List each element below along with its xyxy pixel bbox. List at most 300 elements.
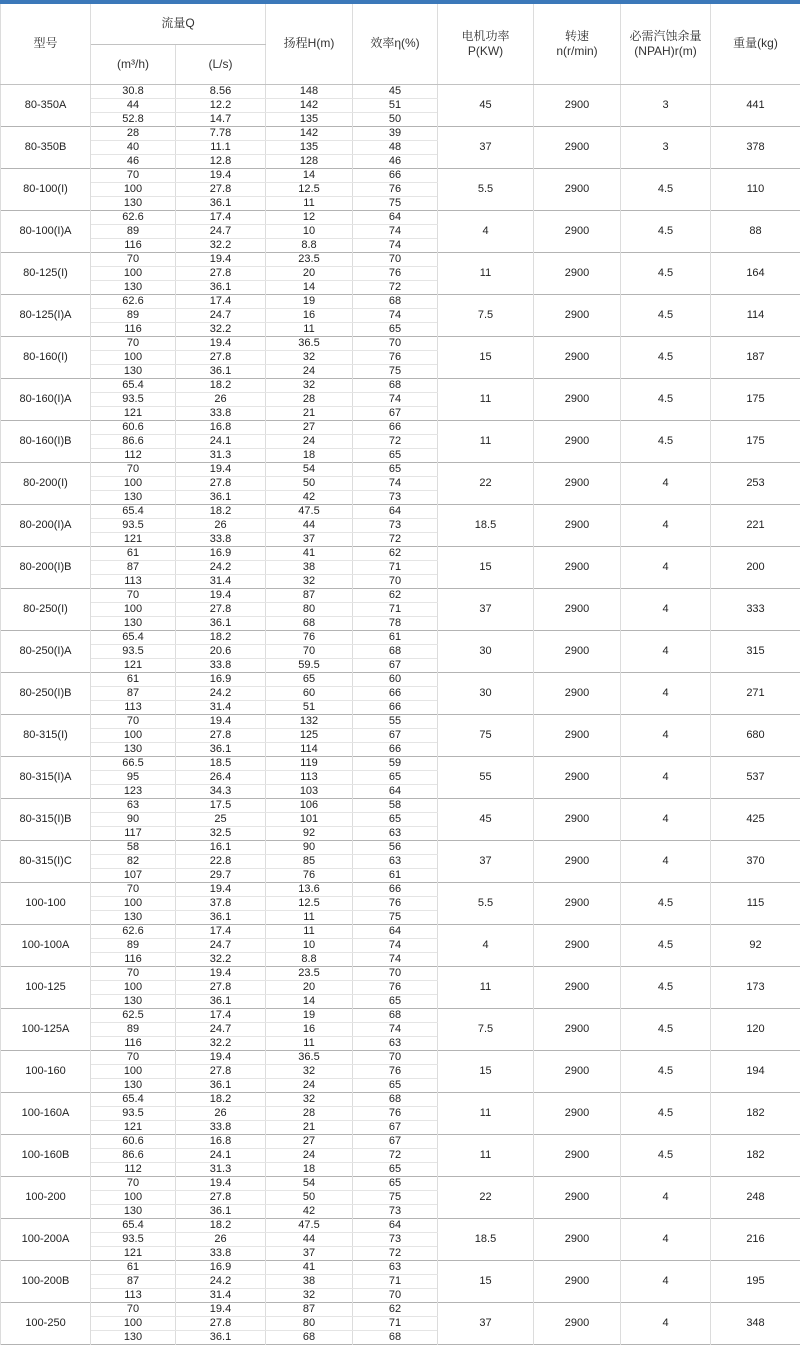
efficiency-cell: 67 (353, 406, 438, 420)
efficiency-cell: 74 (353, 392, 438, 406)
head-cell: 114 (266, 742, 353, 756)
head-cell: 21 (266, 1120, 353, 1134)
power-cell: 11 (438, 1092, 534, 1134)
flow-m3h-cell: 116 (91, 322, 176, 336)
head-cell: 65 (266, 672, 353, 686)
efficiency-cell: 76 (353, 1106, 438, 1120)
npsh-cell: 4 (621, 1176, 711, 1218)
power-cell: 55 (438, 756, 534, 798)
flow-m3h-cell: 60.6 (91, 420, 176, 434)
npsh-cell: 4.5 (621, 210, 711, 252)
table-row (1, 84, 800, 98)
head-cell: 36.5 (266, 1050, 353, 1064)
flow-m3h-cell: 70 (91, 714, 176, 728)
head-cell: 11 (266, 910, 353, 924)
flow-ls-cell: 19.4 (176, 1302, 266, 1316)
power-cell: 11 (438, 420, 534, 462)
power-cell: 22 (438, 462, 534, 504)
table-row (1, 924, 800, 938)
flow-ls-cell: 22.8 (176, 854, 266, 868)
flow-m3h-cell: 65.4 (91, 630, 176, 644)
flow-ls-cell: 27.8 (176, 980, 266, 994)
efficiency-cell: 75 (353, 196, 438, 210)
npsh-cell: 4.5 (621, 420, 711, 462)
flow-ls-cell: 31.3 (176, 1162, 266, 1176)
head-cell: 113 (266, 770, 353, 784)
flow-ls-cell: 16.9 (176, 546, 266, 560)
table-row (1, 504, 800, 518)
efficiency-cell: 70 (353, 966, 438, 980)
head-cell: 54 (266, 462, 353, 476)
power-cell: 15 (438, 1260, 534, 1302)
flow-ls-cell: 17.4 (176, 294, 266, 308)
flow-ls-cell: 11.1 (176, 140, 266, 154)
flow-ls-cell: 33.8 (176, 658, 266, 672)
model-cell: 80-160(I)A (1, 378, 91, 420)
head-cell: 44 (266, 518, 353, 532)
efficiency-cell: 67 (353, 658, 438, 672)
flow-m3h-cell: 87 (91, 686, 176, 700)
flow-m3h-cell: 86.6 (91, 434, 176, 448)
head-cell: 14 (266, 280, 353, 294)
efficiency-cell: 51 (353, 98, 438, 112)
flow-ls-cell: 33.8 (176, 532, 266, 546)
flow-ls-cell: 19.4 (176, 1050, 266, 1064)
model-cell: 80-250(I)A (1, 630, 91, 672)
table-row (1, 378, 800, 392)
efficiency-cell: 71 (353, 560, 438, 574)
head-cell: 135 (266, 140, 353, 154)
flow-m3h-cell: 62.6 (91, 294, 176, 308)
flow-ls-cell: 18.2 (176, 630, 266, 644)
flow-ls-cell: 24.2 (176, 1274, 266, 1288)
flow-m3h-cell: 70 (91, 882, 176, 896)
efficiency-cell: 59 (353, 756, 438, 770)
efficiency-cell: 72 (353, 1246, 438, 1260)
power-cell: 15 (438, 546, 534, 588)
flow-ls-cell: 18.2 (176, 1218, 266, 1232)
efficiency-cell: 71 (353, 1316, 438, 1330)
table-row (1, 126, 800, 140)
head-cell: 90 (266, 840, 353, 854)
efficiency-cell: 68 (353, 1330, 438, 1344)
efficiency-cell: 70 (353, 336, 438, 350)
speed-cell: 2900 (534, 504, 621, 546)
weight-cell: 200 (711, 546, 800, 588)
head-cell: 37 (266, 1246, 353, 1260)
weight-cell: 680 (711, 714, 800, 756)
flow-m3h-cell: 62.5 (91, 1008, 176, 1022)
flow-m3h-cell: 93.5 (91, 1106, 176, 1120)
flow-ls-cell: 27.8 (176, 1064, 266, 1078)
flow-m3h-cell: 82 (91, 854, 176, 868)
efficiency-cell: 55 (353, 714, 438, 728)
efficiency-cell: 68 (353, 294, 438, 308)
npsh-cell: 4 (621, 1218, 711, 1260)
power-cell: 18.5 (438, 504, 534, 546)
flow-ls-cell: 32.5 (176, 826, 266, 840)
power-cell: 4 (438, 210, 534, 252)
speed-cell: 2900 (534, 1092, 621, 1134)
npsh-cell: 4.5 (621, 294, 711, 336)
npsh-cell: 4 (621, 840, 711, 882)
header-efficiency: 效率η(%) (353, 4, 438, 84)
flow-m3h-cell: 70 (91, 966, 176, 980)
weight-cell: 182 (711, 1092, 800, 1134)
weight-cell: 114 (711, 294, 800, 336)
flow-m3h-cell: 130 (91, 490, 176, 504)
speed-cell: 2900 (534, 294, 621, 336)
model-cell: 80-350B (1, 126, 91, 168)
head-cell: 80 (266, 602, 353, 616)
head-cell: 44 (266, 1232, 353, 1246)
model-cell: 80-200(I)A (1, 504, 91, 546)
efficiency-cell: 65 (353, 462, 438, 476)
flow-m3h-cell: 61 (91, 1260, 176, 1274)
head-cell: 106 (266, 798, 353, 812)
efficiency-cell: 68 (353, 378, 438, 392)
speed-cell: 2900 (534, 714, 621, 756)
head-cell: 60 (266, 686, 353, 700)
flow-ls-cell: 17.4 (176, 1008, 266, 1022)
table-row (1, 210, 800, 224)
weight-cell: 425 (711, 798, 800, 840)
flow-m3h-cell: 130 (91, 1330, 176, 1344)
power-cell: 45 (438, 84, 534, 126)
header-speed-line2: n(r/min) (534, 44, 620, 59)
efficiency-cell: 63 (353, 826, 438, 840)
head-cell: 85 (266, 854, 353, 868)
flow-m3h-cell: 107 (91, 868, 176, 882)
model-cell: 100-200B (1, 1260, 91, 1302)
flow-ls-cell: 19.4 (176, 168, 266, 182)
speed-cell: 2900 (534, 1134, 621, 1176)
flow-m3h-cell: 121 (91, 658, 176, 672)
flow-ls-cell: 36.1 (176, 196, 266, 210)
flow-ls-cell: 17.5 (176, 798, 266, 812)
header-flow-group: 流量Q (91, 4, 266, 44)
flow-ls-cell: 24.2 (176, 560, 266, 574)
head-cell: 11 (266, 196, 353, 210)
efficiency-cell: 65 (353, 448, 438, 462)
efficiency-cell: 70 (353, 1050, 438, 1064)
head-cell: 68 (266, 616, 353, 630)
flow-ls-cell: 33.8 (176, 1120, 266, 1134)
power-cell: 75 (438, 714, 534, 756)
efficiency-cell: 76 (353, 980, 438, 994)
efficiency-cell: 66 (353, 700, 438, 714)
head-cell: 11 (266, 322, 353, 336)
flow-m3h-cell: 70 (91, 588, 176, 602)
efficiency-cell: 64 (353, 504, 438, 518)
flow-m3h-cell: 100 (91, 980, 176, 994)
weight-cell: 164 (711, 252, 800, 294)
head-cell: 142 (266, 126, 353, 140)
flow-ls-cell: 36.1 (176, 616, 266, 630)
flow-m3h-cell: 70 (91, 168, 176, 182)
npsh-cell: 4.5 (621, 1050, 711, 1092)
flow-ls-cell: 26.4 (176, 770, 266, 784)
efficiency-cell: 58 (353, 798, 438, 812)
flow-ls-cell: 14.7 (176, 112, 266, 126)
table-row (1, 546, 800, 560)
head-cell: 76 (266, 630, 353, 644)
flow-ls-cell: 27.8 (176, 182, 266, 196)
speed-cell: 2900 (534, 1302, 621, 1344)
npsh-cell: 4.5 (621, 882, 711, 924)
power-cell: 22 (438, 1176, 534, 1218)
flow-ls-cell: 32.2 (176, 322, 266, 336)
head-cell: 24 (266, 1078, 353, 1092)
head-cell: 32 (266, 350, 353, 364)
weight-cell: 88 (711, 210, 800, 252)
efficiency-cell: 75 (353, 910, 438, 924)
flow-m3h-cell: 130 (91, 742, 176, 756)
flow-m3h-cell: 89 (91, 938, 176, 952)
npsh-cell: 4 (621, 672, 711, 714)
head-cell: 80 (266, 1316, 353, 1330)
weight-cell: 271 (711, 672, 800, 714)
head-cell: 42 (266, 490, 353, 504)
weight-cell: 248 (711, 1176, 800, 1218)
efficiency-cell: 65 (353, 1162, 438, 1176)
model-cell: 80-160(I)B (1, 420, 91, 462)
table-row (1, 1176, 800, 1190)
model-cell: 80-315(I)A (1, 756, 91, 798)
speed-cell: 2900 (534, 126, 621, 168)
head-cell: 18 (266, 1162, 353, 1176)
efficiency-cell: 60 (353, 672, 438, 686)
model-cell: 100-100 (1, 882, 91, 924)
head-cell: 125 (266, 728, 353, 742)
model-cell: 80-100(I) (1, 168, 91, 210)
speed-cell: 2900 (534, 462, 621, 504)
model-cell: 80-200(I) (1, 462, 91, 504)
flow-ls-cell: 29.7 (176, 868, 266, 882)
efficiency-cell: 76 (353, 896, 438, 910)
npsh-cell: 4.5 (621, 1008, 711, 1050)
npsh-cell: 4.5 (621, 252, 711, 294)
weight-cell: 370 (711, 840, 800, 882)
flow-ls-cell: 24.2 (176, 686, 266, 700)
model-cell: 100-160B (1, 1134, 91, 1176)
speed-cell: 2900 (534, 756, 621, 798)
flow-ls-cell: 16.9 (176, 1260, 266, 1274)
flow-m3h-cell: 40 (91, 140, 176, 154)
efficiency-cell: 65 (353, 812, 438, 826)
flow-m3h-cell: 93.5 (91, 1232, 176, 1246)
flow-m3h-cell: 62.6 (91, 210, 176, 224)
flow-m3h-cell: 113 (91, 700, 176, 714)
weight-cell: 175 (711, 420, 800, 462)
model-cell: 100-160A (1, 1092, 91, 1134)
flow-ls-cell: 36.1 (176, 1204, 266, 1218)
flow-m3h-cell: 100 (91, 602, 176, 616)
efficiency-cell: 68 (353, 1092, 438, 1106)
speed-cell: 2900 (534, 210, 621, 252)
flow-m3h-cell: 66.5 (91, 756, 176, 770)
speed-cell: 2900 (534, 168, 621, 210)
model-cell: 100-125 (1, 966, 91, 1008)
head-cell: 87 (266, 588, 353, 602)
efficiency-cell: 61 (353, 868, 438, 882)
weight-cell: 315 (711, 630, 800, 672)
flow-m3h-cell: 130 (91, 616, 176, 630)
power-cell: 5.5 (438, 168, 534, 210)
flow-m3h-cell: 58 (91, 840, 176, 854)
flow-ls-cell: 19.4 (176, 714, 266, 728)
model-cell: 80-250(I) (1, 588, 91, 630)
head-cell: 92 (266, 826, 353, 840)
flow-m3h-cell: 65.4 (91, 504, 176, 518)
npsh-cell: 4 (621, 756, 711, 798)
pump-spec-table (0, 4, 800, 1345)
efficiency-cell: 72 (353, 280, 438, 294)
flow-m3h-cell: 100 (91, 266, 176, 280)
flow-ls-cell: 26 (176, 1106, 266, 1120)
head-cell: 24 (266, 1148, 353, 1162)
header-speed-line1: 转速 (534, 29, 620, 44)
weight-cell: 333 (711, 588, 800, 630)
flow-m3h-cell: 100 (91, 896, 176, 910)
weight-cell: 92 (711, 924, 800, 966)
flow-m3h-cell: 116 (91, 952, 176, 966)
flow-m3h-cell: 93.5 (91, 644, 176, 658)
weight-cell: 253 (711, 462, 800, 504)
flow-m3h-cell: 112 (91, 1162, 176, 1176)
flow-ls-cell: 18.5 (176, 756, 266, 770)
weight-cell: 221 (711, 504, 800, 546)
flow-m3h-cell: 44 (91, 98, 176, 112)
table-row (1, 294, 800, 308)
head-cell: 70 (266, 644, 353, 658)
speed-cell: 2900 (534, 378, 621, 420)
flow-ls-cell: 18.2 (176, 504, 266, 518)
flow-m3h-cell: 87 (91, 560, 176, 574)
efficiency-cell: 71 (353, 602, 438, 616)
flow-m3h-cell: 100 (91, 1064, 176, 1078)
speed-cell: 2900 (534, 672, 621, 714)
head-cell: 14 (266, 168, 353, 182)
head-cell: 16 (266, 1022, 353, 1036)
power-cell: 15 (438, 1050, 534, 1092)
flow-m3h-cell: 89 (91, 308, 176, 322)
head-cell: 37 (266, 532, 353, 546)
head-cell: 24 (266, 434, 353, 448)
efficiency-cell: 73 (353, 518, 438, 532)
flow-ls-cell: 31.4 (176, 700, 266, 714)
efficiency-cell: 64 (353, 924, 438, 938)
header-npsh-line2: (NPAH)r(m) (621, 44, 710, 59)
efficiency-cell: 65 (353, 770, 438, 784)
head-cell: 32 (266, 1092, 353, 1106)
head-cell: 68 (266, 1330, 353, 1344)
speed-cell: 2900 (534, 1008, 621, 1050)
flow-ls-cell: 36.1 (176, 1330, 266, 1344)
table-row (1, 1134, 800, 1148)
table-row (1, 798, 800, 812)
header-npsh (621, 4, 711, 84)
head-cell: 38 (266, 560, 353, 574)
npsh-cell: 4 (621, 630, 711, 672)
flow-m3h-cell: 117 (91, 826, 176, 840)
efficiency-cell: 62 (353, 1302, 438, 1316)
weight-cell: 216 (711, 1218, 800, 1260)
speed-cell: 2900 (534, 84, 621, 126)
flow-ls-cell: 27.8 (176, 476, 266, 490)
flow-m3h-cell: 100 (91, 350, 176, 364)
flow-ls-cell: 37.8 (176, 896, 266, 910)
flow-ls-cell: 26 (176, 1232, 266, 1246)
efficiency-cell: 75 (353, 1190, 438, 1204)
efficiency-cell: 72 (353, 434, 438, 448)
speed-cell: 2900 (534, 798, 621, 840)
head-cell: 47.5 (266, 504, 353, 518)
head-cell: 10 (266, 938, 353, 952)
weight-cell: 120 (711, 1008, 800, 1050)
head-cell: 18 (266, 448, 353, 462)
speed-cell: 2900 (534, 1050, 621, 1092)
flow-ls-cell: 27.8 (176, 266, 266, 280)
efficiency-cell: 56 (353, 840, 438, 854)
efficiency-cell: 62 (353, 546, 438, 560)
table-row (1, 966, 800, 980)
speed-cell: 2900 (534, 588, 621, 630)
model-cell: 80-250(I)B (1, 672, 91, 714)
flow-m3h-cell: 93.5 (91, 518, 176, 532)
npsh-cell: 4.5 (621, 966, 711, 1008)
efficiency-cell: 72 (353, 532, 438, 546)
npsh-cell: 4 (621, 798, 711, 840)
flow-m3h-cell: 30.8 (91, 84, 176, 98)
model-cell: 100-100A (1, 924, 91, 966)
efficiency-cell: 71 (353, 1274, 438, 1288)
head-cell: 28 (266, 392, 353, 406)
flow-m3h-cell: 121 (91, 1246, 176, 1260)
head-cell: 54 (266, 1176, 353, 1190)
npsh-cell: 4.5 (621, 168, 711, 210)
weight-cell: 348 (711, 1302, 800, 1344)
flow-m3h-cell: 130 (91, 1204, 176, 1218)
table-row (1, 420, 800, 434)
flow-m3h-cell: 113 (91, 1288, 176, 1302)
table-row (1, 588, 800, 602)
flow-m3h-cell: 121 (91, 1120, 176, 1134)
power-cell: 37 (438, 126, 534, 168)
flow-m3h-cell: 100 (91, 476, 176, 490)
flow-ls-cell: 12.8 (176, 154, 266, 168)
table-row (1, 1092, 800, 1106)
flow-m3h-cell: 100 (91, 1316, 176, 1330)
flow-ls-cell: 33.8 (176, 1246, 266, 1260)
efficiency-cell: 66 (353, 686, 438, 700)
npsh-cell: 3 (621, 126, 711, 168)
table-row (1, 714, 800, 728)
table-row (1, 840, 800, 854)
efficiency-cell: 64 (353, 784, 438, 798)
flow-m3h-cell: 61 (91, 546, 176, 560)
efficiency-cell: 66 (353, 882, 438, 896)
model-cell: 100-200 (1, 1176, 91, 1218)
head-cell: 12.5 (266, 182, 353, 196)
table-row (1, 336, 800, 350)
head-cell: 32 (266, 574, 353, 588)
power-cell: 45 (438, 798, 534, 840)
flow-m3h-cell: 70 (91, 1176, 176, 1190)
flow-m3h-cell: 87 (91, 1274, 176, 1288)
header-speed (534, 4, 621, 84)
flow-m3h-cell: 89 (91, 224, 176, 238)
